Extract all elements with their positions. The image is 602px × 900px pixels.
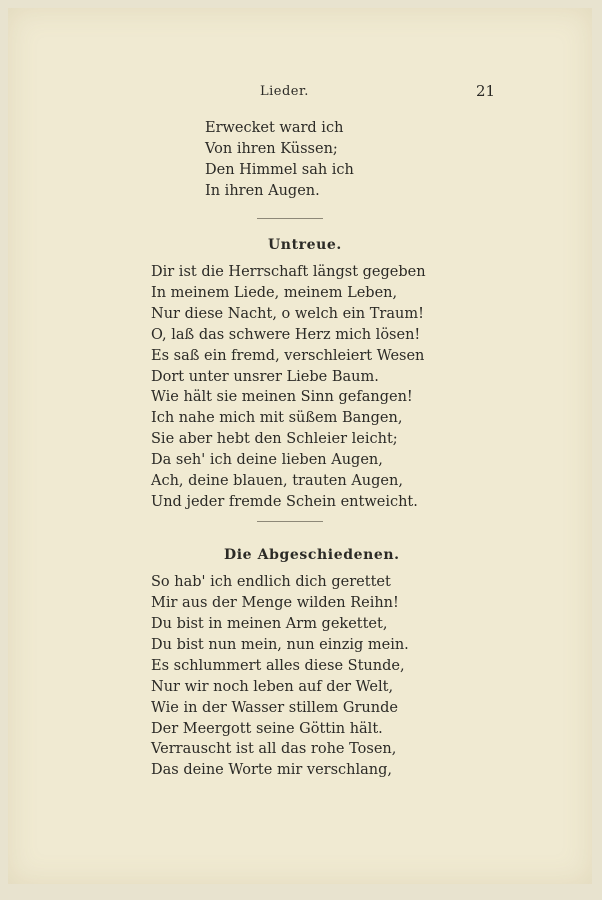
section-divider — [257, 218, 323, 219]
verse-line: Das deine Worte mir verschlang, — [151, 762, 392, 778]
verse-line: Es saß ein fremd, verschleiert Wesen — [151, 348, 425, 364]
verse-line: Erwecket ward ich — [205, 120, 344, 136]
running-head: Lieder. — [260, 84, 309, 99]
verse-line: Der Meergott seine Göttin hält. — [151, 721, 383, 737]
stanza — [151, 739, 396, 781]
verse-line: In ihren Augen. — [205, 183, 320, 199]
verse-line: Da seh' ich deine lieben Augen, — [151, 452, 383, 468]
poem-title: Die Abgeschiedenen. — [224, 547, 400, 563]
verse-line: Ach, deine blauen, trauten Augen, — [151, 473, 403, 489]
stanza — [151, 387, 418, 513]
book-page — [8, 8, 592, 884]
verse-line: Von ihren Küssen; — [205, 141, 338, 157]
verse-line: Nur wir noch leben auf der Welt, — [151, 679, 394, 695]
verse-line: Wie hält sie meinen Sinn gefangen! — [151, 389, 413, 405]
verse-line: Du bist in meinen Arm gekettet, — [151, 616, 388, 632]
verse-line: Nur diese Nacht, o welch ein Traum! — [151, 306, 424, 322]
verse-line: Und jeder fremde Schein entweicht. — [151, 494, 418, 510]
verse-line: Dort unter unsrer Liebe Baum. — [151, 369, 379, 385]
section-divider — [257, 521, 323, 522]
verse-line: Du bist nun mein, nun einzig mein. — [151, 637, 409, 653]
verse-line: Mir aus der Menge wilden Reihn! — [151, 595, 399, 611]
verse-line: In meinem Liede, meinem Leben, — [151, 285, 398, 301]
verse-line: Wie in der Wasser stillem Grunde — [151, 700, 398, 716]
verse-line: Dir ist die Herrschaft längst gegeben — [151, 264, 426, 280]
verse-line: O, laß das schwere Herz mich lösen! — [151, 327, 421, 343]
stanza — [151, 262, 426, 388]
verse-line: Es schlummert alles diese Stunde, — [151, 658, 405, 674]
verse-line: Ich nahe mich mit süßem Bangen, — [151, 410, 403, 426]
poem-ending-stanza — [205, 118, 354, 202]
verse-line: Den Himmel sah ich — [205, 162, 354, 178]
verse-line: Sie aber hebt den Schleier leicht; — [151, 431, 398, 447]
stanza — [151, 572, 409, 740]
poem-title: Untreue. — [268, 237, 342, 253]
page-number: 21 — [476, 82, 496, 100]
verse-line: Verrauscht ist all das rohe Tosen, — [151, 741, 397, 757]
verse-line: So hab' ich endlich dich gerettet — [151, 574, 391, 590]
